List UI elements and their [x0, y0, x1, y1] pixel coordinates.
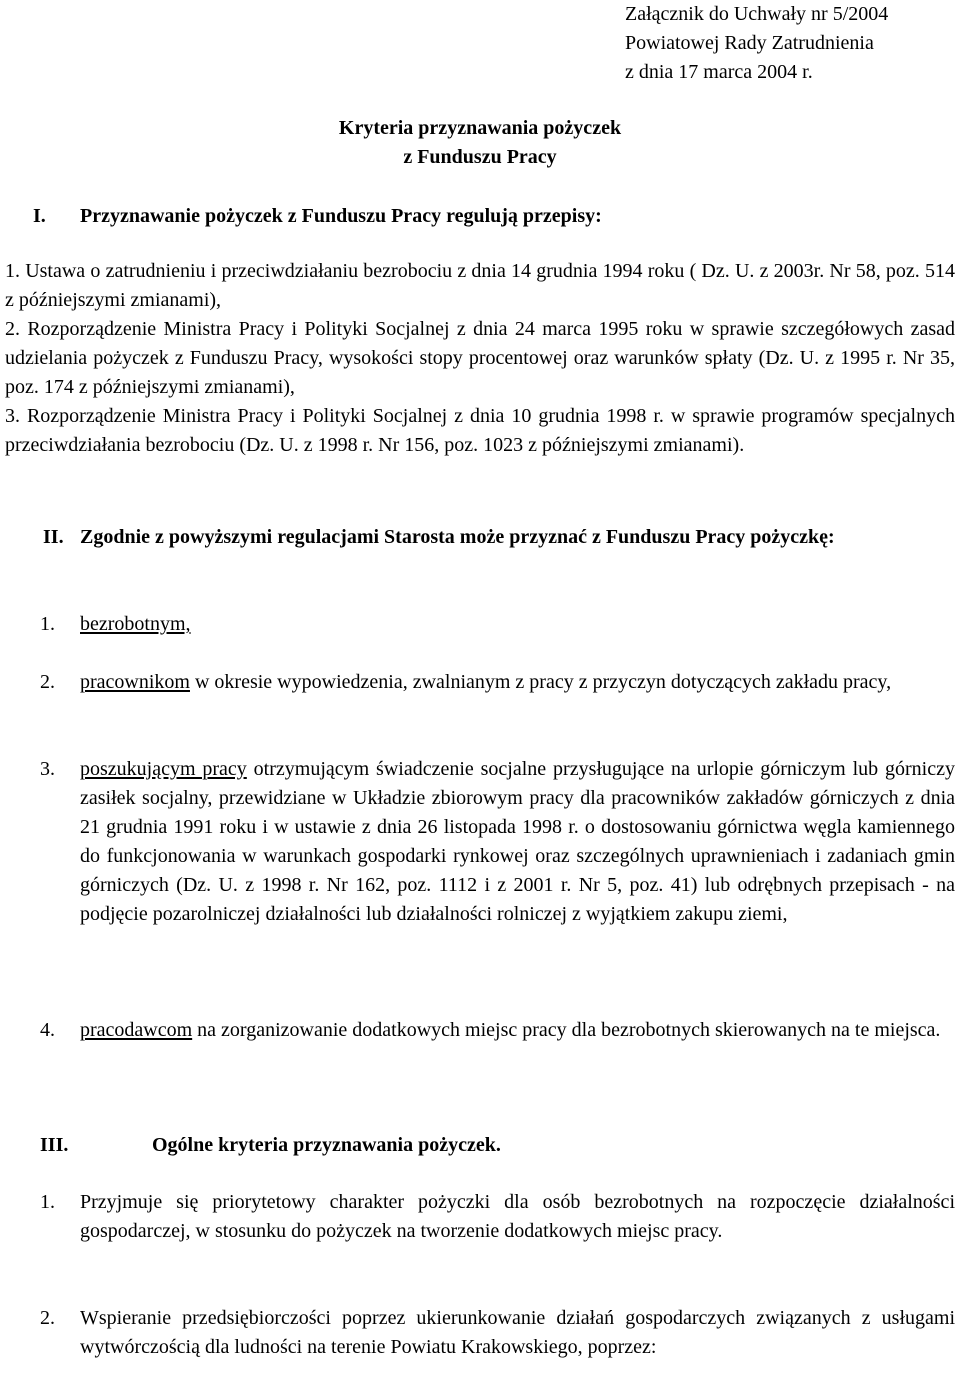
- section-2-item-2: pracownikom w okresie wypowiedzenia, zwalnianym z pracy z przyczyn dotyczących zakładu pracy,: [80, 671, 892, 693]
- title-line-2: z Funduszu Pracy: [403, 146, 557, 168]
- section-1-heading: Przyznawanie pożyczek z Funduszu Pracy regulują przepisy:: [80, 205, 602, 227]
- law-item-3: 3. Rozporządzenie Ministra Pracy i Polityki Socjalnej z dnia 10 grudnia 1998 r. w sprawie programów specjalnych przeciwdziałania bezrobociu (Dz. U. z 1998 r. Nr 156, poz. 1023 z późniejszymi zmianami).: [5, 405, 955, 456]
- recipient-employers: pracodawcom: [80, 1019, 193, 1041]
- annex-header: [625, 0, 888, 87]
- section-3-item-2-number: 2.: [40, 1307, 55, 1329]
- section-1-number: I.: [33, 205, 46, 227]
- recipient-employees: pracownikom: [80, 671, 190, 693]
- recipient-unemployed: bezrobotnym,: [80, 613, 191, 635]
- section-2-item-1-number: 1.: [40, 613, 55, 635]
- section-2-item-1: [80, 610, 955, 639]
- recipient-job-seekers: poszukującym pracy: [80, 758, 247, 780]
- law-item-2: 2. Rozporządzenie Ministra Pracy i Polityki Socjalnej z dnia 24 marca 1995 roku w sprawie szczegółowych zasad udzielania pożyczek z Funduszu Pracy, wysokości stopy procentowej oraz warunków spłaty (Dz. U. z 1995 r. Nr 35, poz. 174 z późniejszymi zmianami),: [5, 318, 955, 398]
- section-3-item-2: Wspieranie przedsiębiorczości poprzez ukierunkowanie działań gospodarczych związanych z usługami wytwórczością dla ludności na terenie Powiatu Krakowskiego, poprzez:: [80, 1307, 955, 1358]
- law-item-1: 1. Ustawa o zatrudnieniu i przeciwdziałaniu bezrobociu z dnia 14 grudnia 1994 roku ( Dz. U. z 2003r. Nr 58, poz. 514 z późniejszymi zmianami),: [5, 260, 955, 311]
- annex-line-3: z dnia 17 marca 2004 r.: [625, 61, 813, 83]
- annex-line-2: Powiatowej Rady Zatrudnienia: [625, 32, 874, 54]
- section-3-heading: Ogólne kryteria przyznawania pożyczek.: [152, 1134, 501, 1156]
- section-3-item-1: Przyjmuje się priorytetowy charakter pożyczki dla osób bezrobotnych na rozpoczęcie działalności gospodarczej, w stosunku do pożyczek na tworzenie dodatkowych miejsc pracy.: [80, 1191, 955, 1242]
- section-2-heading: Zgodnie z powyższymi regulacjami Starosta może przyznać z Funduszu Pracy pożyczkę:: [80, 526, 835, 548]
- section-2-item-3-number: 3.: [40, 758, 55, 780]
- document-title: [0, 114, 960, 172]
- section-2-item-4: pracodawcom na zorganizowanie dodatkowych miejsc pracy dla bezrobotnych skierowanych na te miejsca.: [80, 1019, 941, 1041]
- annex-line-1: Załącznik do Uchwały nr 5/2004: [625, 3, 889, 25]
- section-2-item-4-number: 4.: [40, 1019, 55, 1041]
- section-3-item-1-number: 1.: [40, 1191, 55, 1213]
- section-2-item-2-number: 2.: [40, 671, 55, 693]
- section-3-number: III.: [40, 1134, 69, 1156]
- title-line-1: Kryteria przyznawania pożyczek: [338, 117, 622, 139]
- section-2-number: II.: [43, 526, 64, 548]
- section-2-item-3: poszukującym pracy otrzymującym świadczenie socjalne przysługujące na urlopie górniczym lub górniczy zasiłek socjalny, przewidziane w Układzie zbiorowym pracy dla pracowników zakładów górniczych z dnia 21 grudnia 1991 roku i w ustawie z dnia 26 listopada 1998 r. o dostosowaniu górnictwa węgla kamiennego do funkcjonowania w warunkach gospodarki rynkowej oraz szczególnych uprawnieniach i zadaniach gmin górniczych (Dz. U. z 1998 r. Nr 162, poz. 1112 i z 2001 r. Nr 5, poz. 41) lub odrębnych przepisach - na podjęcie pozarolniczej działalności lub działalności rolniczej z wyjątkiem zakupu ziemi,: [80, 758, 955, 925]
- section-1-list: [5, 257, 955, 460]
